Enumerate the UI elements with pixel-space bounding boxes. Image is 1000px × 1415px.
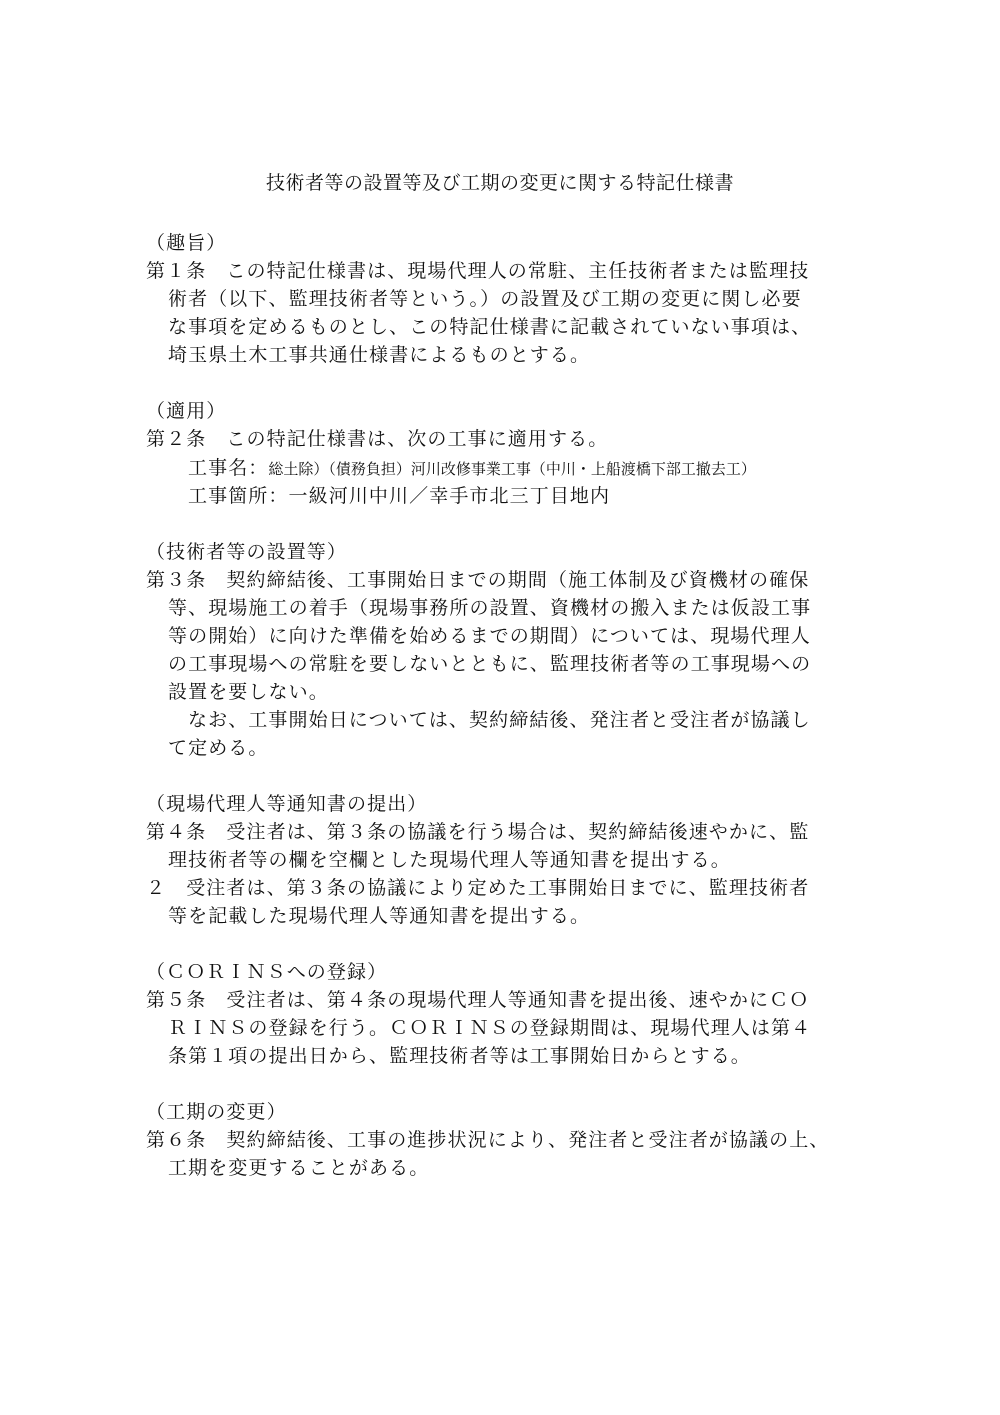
article-2-line-1: 第２条 この特記仕様書は、次の工事に適用する。 (146, 428, 609, 450)
section-heading-notice-submission: （現場代理人等通知書の提出） (146, 793, 428, 815)
article-6-line-2: 工期を変更することがある。 (168, 1157, 430, 1179)
article-1-line-1: 第１条 この特記仕様書は、現場代理人の常駐、主任技術者または監理技 (146, 260, 810, 282)
article-5-line-3: 条第１項の提出日から、監理技術者等は工事開始日からとする。 (168, 1045, 751, 1067)
project-name-value: 総土除）（債務負担）河川改修事業工事（中川・上船渡橋下部工撤去工） (268, 460, 756, 478)
article-5-line-1: 第５条 受注者は、第４条の現場代理人等通知書を提出後、速やかにＣＯ (146, 989, 810, 1011)
article-3-line-3: 等の開始）に向けた準備を始めるまでの期間）については、現場代理人 (168, 625, 811, 647)
article-4-line-4: 等を記載した現場代理人等通知書を提出する。 (168, 905, 591, 927)
section-heading-engineer-placement: （技術者等の設置等） (146, 541, 348, 563)
article-4-line-3: ２ 受注者は、第３条の協議により定めた工事開始日までに、監理技術者 (146, 877, 810, 899)
article-1-line-3: な事項を定めるものとし、この特記仕様書に記載されていない事項は、 (168, 316, 812, 338)
section-heading-corins: （ＣＯＲＩＮＳへの登録） (146, 961, 388, 983)
article-4-line-1: 第４条 受注者は、第３条の協議を行う場合は、契約締結後速やかに、監 (146, 821, 810, 843)
project-location-value: 一級河川中川／幸手市北三丁目地内 (288, 485, 611, 507)
project-name-label: 工事名： (188, 457, 269, 479)
project-name-row (188, 453, 756, 484)
article-3-line-5: 設置を要しない。 (168, 681, 329, 703)
section-heading-purpose: （趣旨） (146, 232, 227, 254)
article-5-line-2: ＲＩＮＳの登録を行う。ＣＯＲＩＮＳの登録期間は、現場代理人は第４ (168, 1017, 812, 1039)
article-6-line-1: 第６条 契約締結後、工事の進捗状況により、発注者と受注者が協議の上、 (146, 1129, 830, 1151)
section-heading-application: （適用） (146, 400, 227, 422)
article-3-line-2: 等、現場施工の着手（現場事務所の設置、資機材の搬入または仮設工事 (168, 597, 812, 619)
article-4-line-2: 理技術者等の欄を空欄とした現場代理人等通知書を提出する。 (168, 849, 731, 871)
document-title: 技術者等の設置等及び工期の変更に関する特記仕様書 (265, 172, 734, 194)
article-1-line-2: 術者（以下、監理技術者等という。）の設置及び工期の変更に関し必要 (168, 288, 802, 310)
project-location-row (188, 481, 610, 511)
article-3-line-7: て定める。 (168, 737, 269, 759)
article-3-line-4: の工事現場への常駐を要しないとともに、監理技術者等の工事現場への (168, 653, 812, 675)
article-3-line-1: 第３条 契約締結後、工事開始日までの期間（施工体制及び資機材の確保 (146, 569, 810, 591)
article-1-line-4: 埼玉県土木工事共通仕様書によるものとする。 (168, 344, 591, 366)
project-location-label: 工事箇所： (188, 485, 289, 507)
article-3-line-6: なお、工事開始日については、契約締結後、発注者と受注者が協議し (188, 709, 811, 731)
section-heading-schedule-change: （工期の変更） (146, 1101, 287, 1123)
